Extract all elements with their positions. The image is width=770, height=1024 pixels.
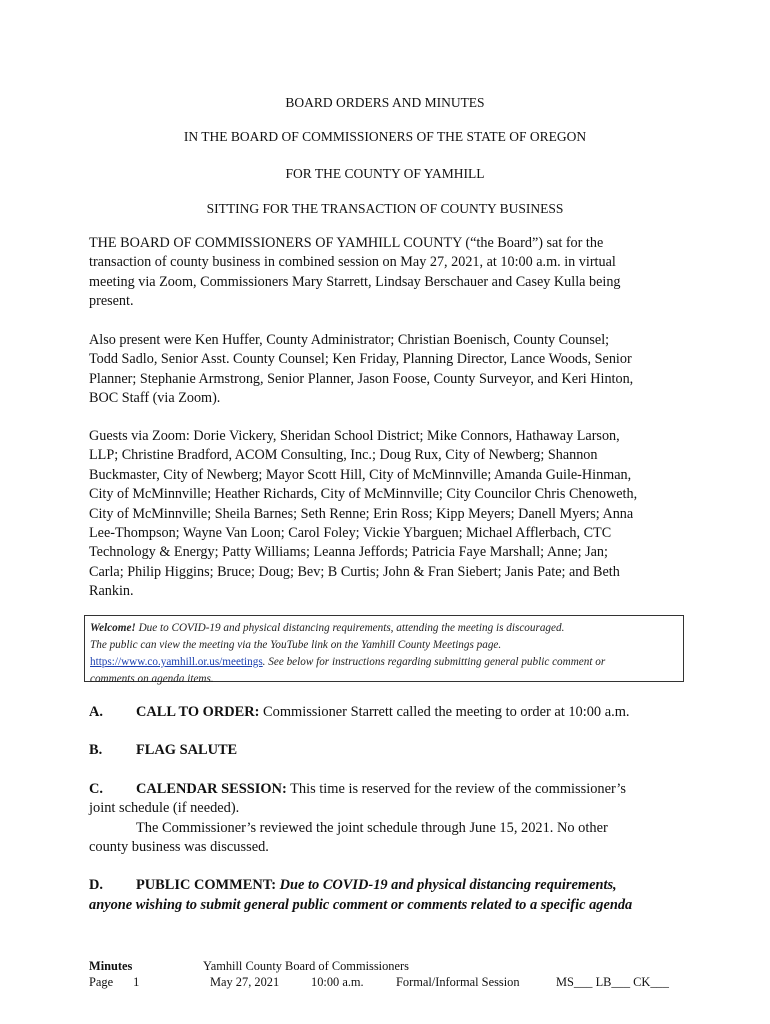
text-line: City of McMinnville; Heather Richards, City of McMinnville; City Councilor Chris Chenoweth, <box>89 486 638 503</box>
text-line: THE BOARD OF COMMISSIONERS OF YAMHILL COUNTY (“the Board”) sat for the <box>89 235 604 251</box>
present-paragraph <box>89 331 683 409</box>
notice-text: . See below for instructions regarding submitting general public comment or <box>262 656 606 668</box>
notice-line: comments on agenda items. <box>90 673 214 685</box>
text-line: Also present were Ken Huffer, County Administrator; Christian Boenisch, County Counsel; <box>89 332 610 348</box>
section-title: FLAG SALUTE <box>136 742 238 758</box>
footer-session: Formal/Informal Session <box>396 975 520 989</box>
notice-text: Due to COVID-19 and physical distancing requirements, attending the meeting is discouraged. <box>135 622 565 634</box>
section-letter: A. <box>89 704 103 720</box>
footer-page-number: 1 <box>133 975 140 989</box>
welcome-label: Welcome! <box>90 622 136 634</box>
intro-paragraph <box>89 234 683 312</box>
section-letter: D. <box>89 877 103 893</box>
text-line: transaction of county business in combined session on May 27, 2021, at 10:00 a.m. in virtual <box>89 254 616 271</box>
text-line: City of McMinnville; Sheila Barnes; Seth Renne; Erin Ross; Kipp Meyers; Danell Myers; Anna <box>89 505 634 522</box>
footer-date: May 27, 2021 <box>210 975 280 989</box>
notice-line: The public can view the meeting via the YouTube link on the Yamhill County Meetings page. <box>90 639 502 651</box>
section-call-to-order <box>89 704 630 721</box>
section-flag-salute <box>89 742 237 759</box>
footer-minutes-label: Minutes <box>89 959 133 973</box>
text-line: Planner; Stephanie Armstrong, Senior Planner, Jason Foose, County Surveyor, and Keri Hinton, <box>89 370 634 387</box>
text-line: Rankin. <box>89 583 134 600</box>
text-line: Technology & Energy; Patty Williams; Leanna Jeffords; Patricia Faye Marshall; Anne; Jan; <box>89 544 608 561</box>
footer-page-label: Page <box>89 975 114 989</box>
notice-line <box>90 620 678 637</box>
section-title: PUBLIC COMMENT: <box>136 877 277 893</box>
section-letter: B. <box>89 742 103 758</box>
section-title: CALENDAR SESSION: <box>136 781 287 797</box>
text-line: present. <box>89 293 134 310</box>
text-line: Guests via Zoom: Dorie Vickery, Sheridan School District; Mike Connors, Hathaway Larson, <box>89 428 620 444</box>
notice-line <box>90 654 678 671</box>
heading-county: FOR THE COUNTY OF YAMHILL <box>285 166 485 181</box>
section-calendar-session <box>89 781 626 798</box>
section-calendar-line-4: county business was discussed. <box>89 839 269 855</box>
footer-initials: MS___ LB___ CK___ <box>556 975 669 989</box>
section-text: Commissioner Starrett called the meeting to order at 10:00 a.m. <box>259 704 630 720</box>
heading-sitting: SITTING FOR THE TRANSACTION OF COUNTY BUSINESS <box>206 201 564 216</box>
heading-board-of-commissioners: IN THE BOARD OF COMMISSIONERS OF THE STATE OF OREGON <box>183 129 587 144</box>
section-letter: C. <box>89 781 103 797</box>
text-line: meeting via Zoom, Commissioners Mary Starrett, Lindsay Berschauer and Casey Kulla being <box>89 273 621 290</box>
guests-paragraph <box>89 427 683 602</box>
section-text: Due to COVID-19 and physical distancing requirements, <box>276 877 617 893</box>
welcome-notice-box <box>84 615 684 685</box>
section-title: CALL TO ORDER: <box>136 704 260 720</box>
text-line: BOC Staff (via Zoom). <box>89 390 221 407</box>
footer-page <box>89 974 139 990</box>
section-calendar-line-3: The Commissioner’s reviewed the joint schedule through June 15, 2021. No other <box>136 820 608 836</box>
heading-board-orders: BOARD ORDERS AND MINUTES <box>285 95 485 110</box>
meetings-page-link[interactable]: https://www.co.yamhill.or.us/meetings <box>90 656 263 668</box>
text-line: LLP; Christine Bradford, ACOM Consulting, Inc.; Doug Rux, City of Newberg; Shannon <box>89 447 598 464</box>
section-public-comment-line-2: anyone wishing to submit general public comment or comments related to a specific agenda <box>89 897 633 913</box>
footer-time: 10:00 a.m. <box>311 975 364 989</box>
section-text: This time is reserved for the review of the commissioner’s <box>286 781 626 797</box>
footer-left <box>89 958 139 990</box>
footer-org: Yamhill County Board of Commissioners <box>203 959 409 973</box>
section-calendar-line-2: joint schedule (if needed). <box>89 800 240 816</box>
text-line: Carla; Philip Higgins; Bruce; Doug; Bev; B Curtis; John & Fran Siebert; Janis Pate; and Beth <box>89 563 620 580</box>
section-public-comment <box>89 877 617 894</box>
text-line: Lee-Thompson; Wayne Van Loon; Carol Foley; Vickie Ybarguen; Michael Afflerbach, CTC <box>89 525 612 542</box>
text-line: Buckmaster, City of Newberg; Mayor Scott Hill, City of McMinnville; Amanda Guile-Hinman, <box>89 466 632 483</box>
text-line: Todd Sadlo, Senior Asst. County Counsel; Ken Friday, Planning Director, Lance Woods, Senior <box>89 351 632 368</box>
